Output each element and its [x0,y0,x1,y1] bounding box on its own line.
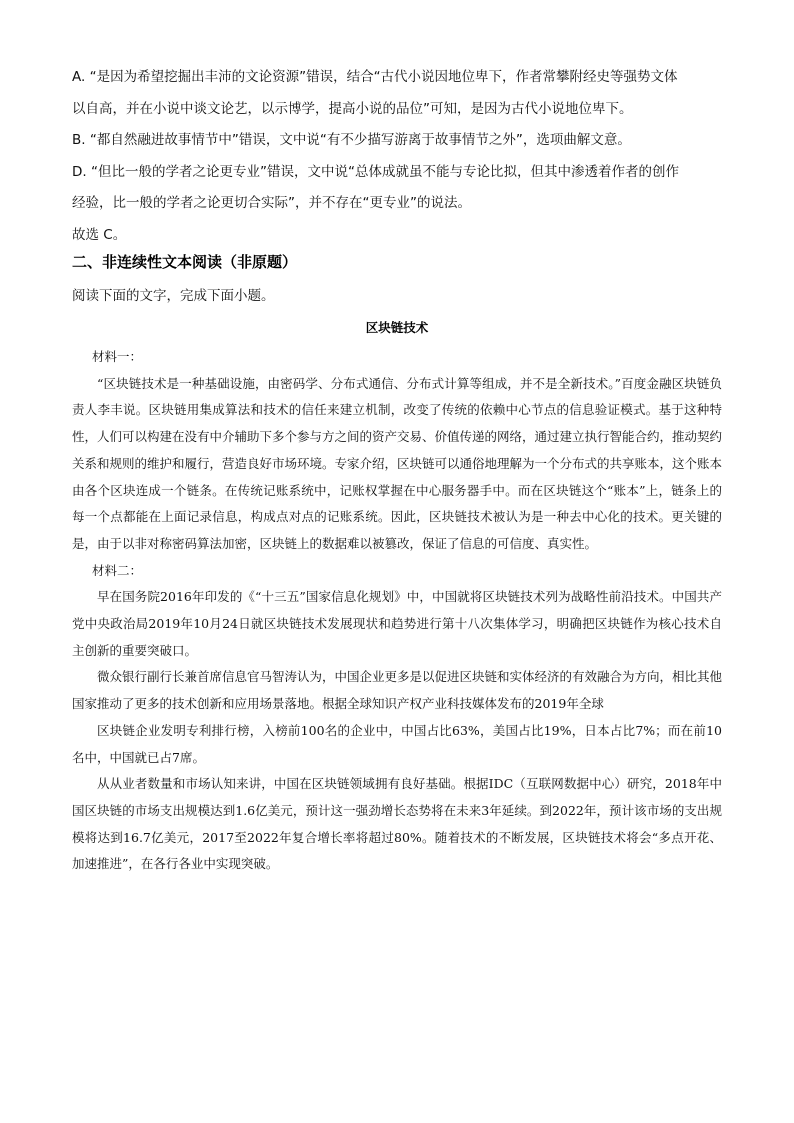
option-d-explanation-line2: 经验，比一般的学者之论更切合实际”，并不存在“更专业”的说法。 [72,195,471,211]
section-heading: 二、非连续性文本阅读（非原题） [72,253,298,271]
article-title: 区块链技术 [365,320,429,335]
material-two-label: 材料二： [92,562,143,578]
option-d-explanation-line1: D. “但比一般的学者之论更专业”错误，文中说“总体成就虽不能与专论比拟，但其中渗透着作者的创作 [72,163,679,180]
material-one-label: 材料一： [92,349,143,364]
material-two-paragraph-1: 早在国务院2016年印发的《“十三五”国家信息化规划》中，中国就将区块链技术列为战略性前沿技术。中国共产党中央政治局2019年10月24日就区块链技术发展现状和趋势进行第十八次集体学习，明确把区块链作为核心技术自主创新的重要突破口。 [72,589,722,658]
option-a-explanation-line2: 以自高，并在小说中谈文论艺，以示博学，提高小说的品位”可知，是因为古代小说地位卑下。 [72,100,633,117]
option-a-explanation-line1: A. “是因为希望挖掘出丰沛的文论资源”错误，结合“古代小说因地位卑下，作者常攀附经史等强势文体 [72,69,678,85]
material-two-paragraph-3: 区块链企业发明专利排行榜，入榜前100名的企业中，中国占比63%，美国占比19%，日本占比7%；而在前10名中，中国就已占7席。 [72,722,722,765]
answer-conclusion: 故选 C。 [72,226,127,243]
material-two-paragraph-2: 微众银行副行长兼首席信息官马智涛认为，中国企业更多是以促进区块链和实体经济的有效融合为方向，相比其他国家推动了更多的技术创新和应用场景落地。根据全球知识产权产业科技媒体发布的2019年全球 [72,669,723,712]
material-one-paragraph: “区块链技术是一种基础设施，由密码学、分布式通信、分布式计算等组成，并不是全新技术。”百度金融区块链负责人李丰说。区块链用集成算法和技术的信任来建立机制，改变了传统的依赖中心节点的信息验证模式。基于这种特性，人们可以构建在没有中介辅助下多个参与方之间的资产交易、价值传递的网络，通过建立执行智能合约，推动契约关系和规则的维护和履行，营造良好市场环境。专家介绍，区块链可以通俗地理解为一个分布式的共享账本，这个账本由各个区块连成一个链条。在传统记账系统中，记账权掌握在中心服务器手中。而在区块链这个“账本”上，链条上的每一个点都能在上面记录信息，构成点对点的记账系统。因此，区块链技术被认为是一种去中心化的技术。更关键的是，由于以非对称密码算法加密，区块链上的数据难以被篡改，保证了信息的可信度、真实性。 [72,375,723,551]
section-instruction: 阅读下面的文字，完成下面小题。 [72,288,275,304]
answer-explanations [72,62,722,251]
article-body [72,344,722,878]
material-two-paragraph-4: 从从业者数量和市场认知来讲，中国在区块链领域拥有良好基础。根据IDC（互联网数据中心）研究，2018年中国区块链的市场支出规模达到1.6亿美元，预计这一强劲增长态势将在未来3年延续。到2022年，预计该市场的支出规模将达到16.7亿美元，2017至2022年复合增长率将超过80%。随着技术的不断发展，区块链技术将会“多点开花、加速推进”，在各行各业中实现突破。 [72,776,722,872]
option-b-explanation: B. “都自然融进故事情节中”错误，文中说“有不少描写游离于故事情节之外”，选项曲解文意。 [72,132,631,148]
